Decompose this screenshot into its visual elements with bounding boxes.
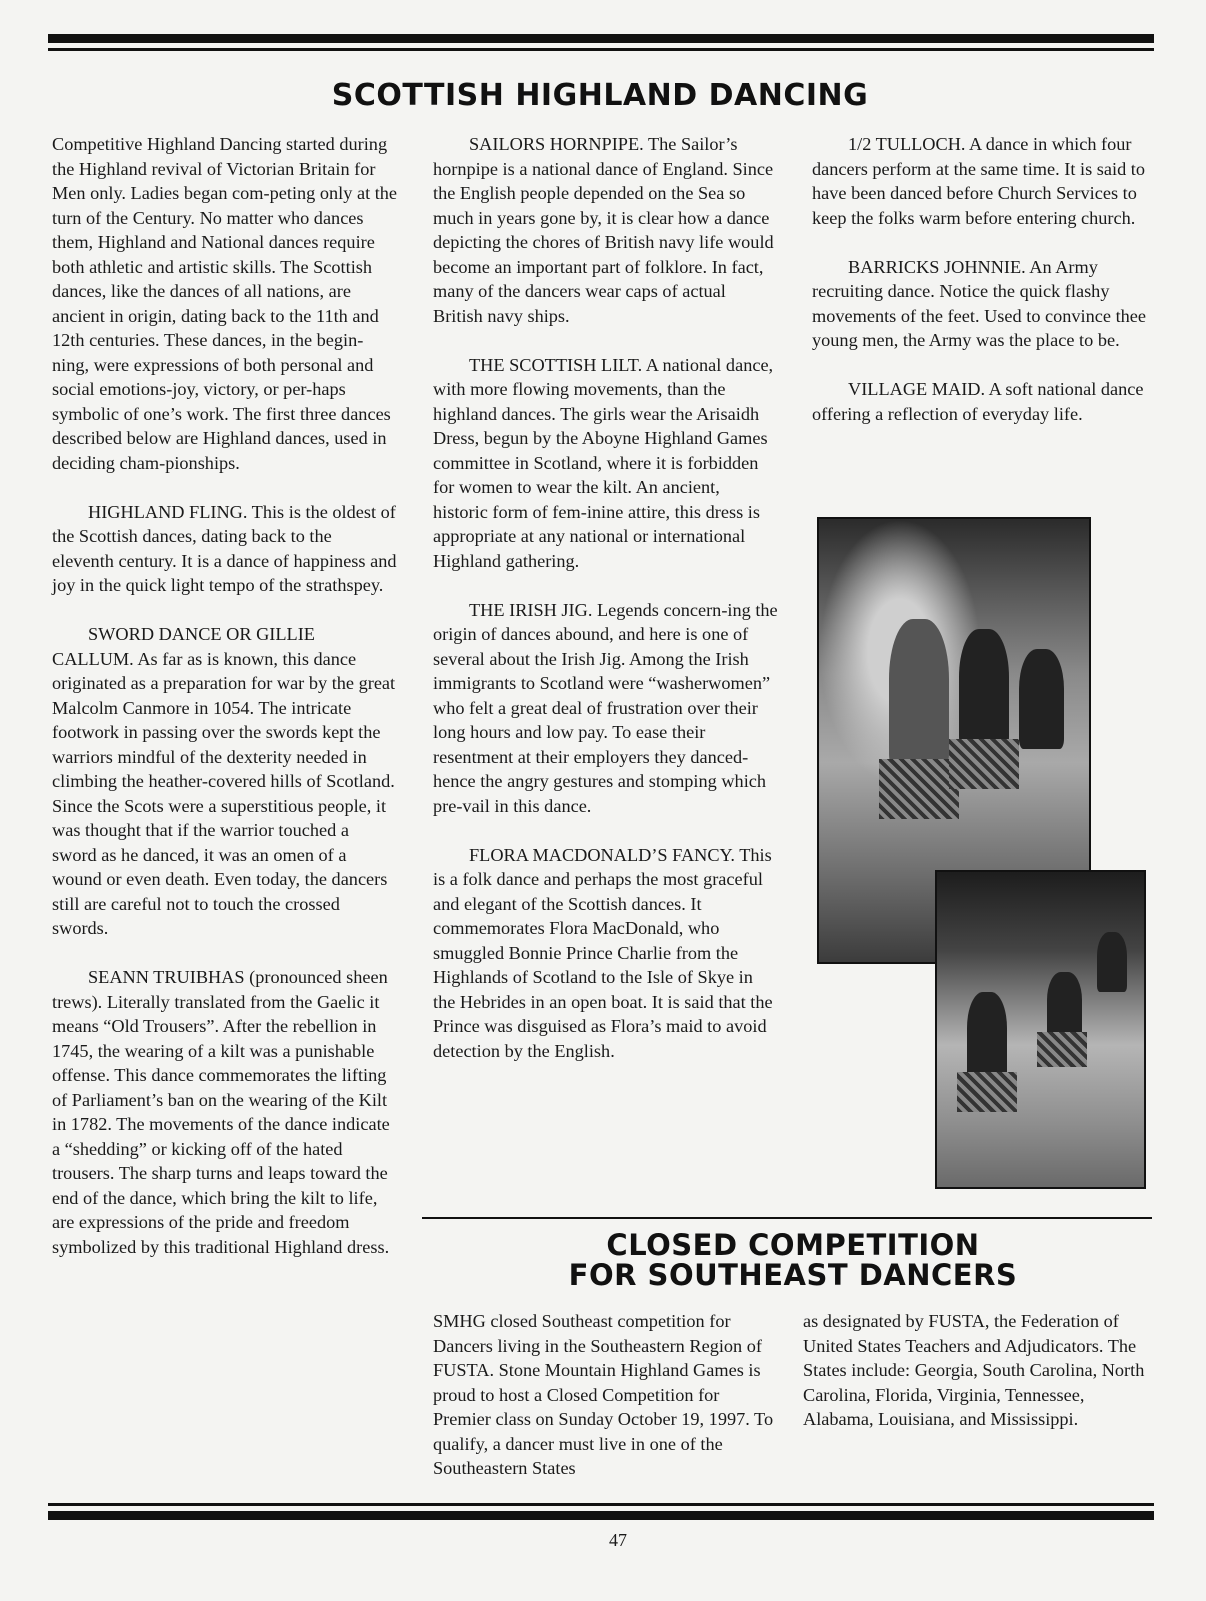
section-title [433,1230,1153,1290]
paragraph: VILLAGE MAID. A soft national dance offering a reflection of everyday life. [812,379,1144,424]
paragraph: THE SCOTTISH LILT. A national dance, with more flowing movements, than the highland dances. The girls wear the Arisaidh Dress, begun by the Aboyne Highland Games committee in Scotland, where it is forbidden for women to wear the kilt. An ancient, historic form of fem-inine attire, this dress is appropriate at any national or international Highland gathering. [433,354,774,571]
section-divider [422,1217,1152,1219]
paragraph: SAILORS HORNPIPE. The Sailor’s hornpipe is a national dance of England. Since the English people depended on the Sea so much in years gone by, it is clear how a dance depicting the chores of British navy life would become an important part of folklore. In fact, many of the dancers wear caps of actual British navy ships. [433,134,774,326]
section-title-line-2: FOR SOUTHEAST DANCERS [568,1258,1018,1292]
column-2 [433,132,779,1088]
paragraph: FLORA MACDONALD’S FANCY. This is a folk dance and perhaps the most graceful and elegant of the Scottish dances. It commemorates Flora MacDonald, who smuggled Bonnie Prince Charlie from the Highlands of Scotland to the Isle of Skye in the Hebrides in an open boat. It is said that the Prince was disguised as Flora’s maid to avoid detection by the English. [433,844,773,1061]
top-rule-thick [48,34,1154,43]
closed-column-left [433,1309,779,1505]
paragraph: SWORD DANCE OR GILLIE CALLUM. As far as is known, this dance originated as a preparation for war by the great Malcolm Canmore in 1054. The intricate footwork in passing over the swords kept the warriors mindful of the dexterity needed in climbing the heather-covered hills of Scotland. Since the Scots were a superstitious people, it was thought that if the warrior touched a sword as he danced, it was an omen of a wound or even death. Even today, the dancers still are careful not to touch the crossed swords. [52,624,396,938]
section-title-line-1: CLOSED COMPETITION [606,1228,980,1262]
paragraph: as designated by FUSTA, the Federation of United States Teachers and Adjudicators. The States include: Georgia, South Carolina, North Carolina, Florida, Virginia, Tennessee, Alabama, Louisiana, and Mississippi. [803,1311,1145,1429]
paragraph: Competitive Highland Dancing started during the Highland revival of Victorian Britain for Men only. Ladies began com-peting only at the turn of the Century. No matter who dances them, Highland and National dances require both athletic and artistic skills. The Scottish dances, like the dances of all nations, are ancient in origin, dating back to the 11th and 12th centuries. These dances, in the begin-ning, were expressions of both personal and social emotions-joy, victory, or per-haps symbolic of one’s work. The first three dances described below are Highland dances, used in deciding cham-pionships. [52,134,398,473]
paragraph: 1/2 TULLOCH. A dance in which four dancers perform at the same time. It is said to have been danced before Church Services to keep the folks warm before entering church. [812,134,1146,228]
paragraph: HIGHLAND FLING. This is the oldest of the Scottish dances, dating back to the eleventh century. It is a dance of happiness and joy in the quick light tempo of the strathspey. [52,501,397,595]
column-3 [812,132,1152,451]
dancers-photo-bottom [935,870,1146,1189]
bottom-rule-thin [48,1503,1154,1506]
paragraph: BARRICKS JOHNNIE. An Army recruiting dance. Notice the quick flashy movements of the feet. Used to convince thee young men, the Army was the place to be. [812,256,1147,350]
column-1 [52,132,398,1284]
closed-column-right [803,1309,1153,1456]
paragraph: SMHG closed Southeast competition for Dancers living in the Southeastern Region of FUSTA. Stone Mountain Highland Games is proud to host a Closed Competition for Premier class on Sunday October 19, 1997. To qualify, a dancer must live in one of the Southeastern States [433,1311,774,1478]
paragraph: SEANN TRUIBHAS (pronounced sheen trews). Literally translated from the Gaelic it means “Old Trousers”. After the rebellion in 1745, the wearing of a kilt was a punishable offense. This dance commemorates the lifting of Parliament’s ban on the wearing of the Kilt in 1782. The movements of the dance indicate a “shedding” or kicking off of the hated trousers. The sharp turns and leaps toward the end of the dance, which bring the kilt to life, are expressions of the pride and freedom symbolized by this traditional Highland dress. [52,967,390,1257]
page-number: 47 [609,1530,627,1550]
page-title: SCOTTISH HIGHLAND DANCING [331,78,869,113]
top-rule-thin [48,48,1154,51]
bottom-rule-thick [48,1511,1154,1520]
paragraph: THE IRISH JIG. Legends concern-ing the origin of dances abound, and here is one of several about the Irish Jig. Among the Irish immigrants to Scotland were “washerwomen” who felt a great deal of frustration over their long hours and low pay. To ease their resentment at their employers they danced-hence the angry gestures and stomping which pre-vail in this dance. [433,599,778,816]
